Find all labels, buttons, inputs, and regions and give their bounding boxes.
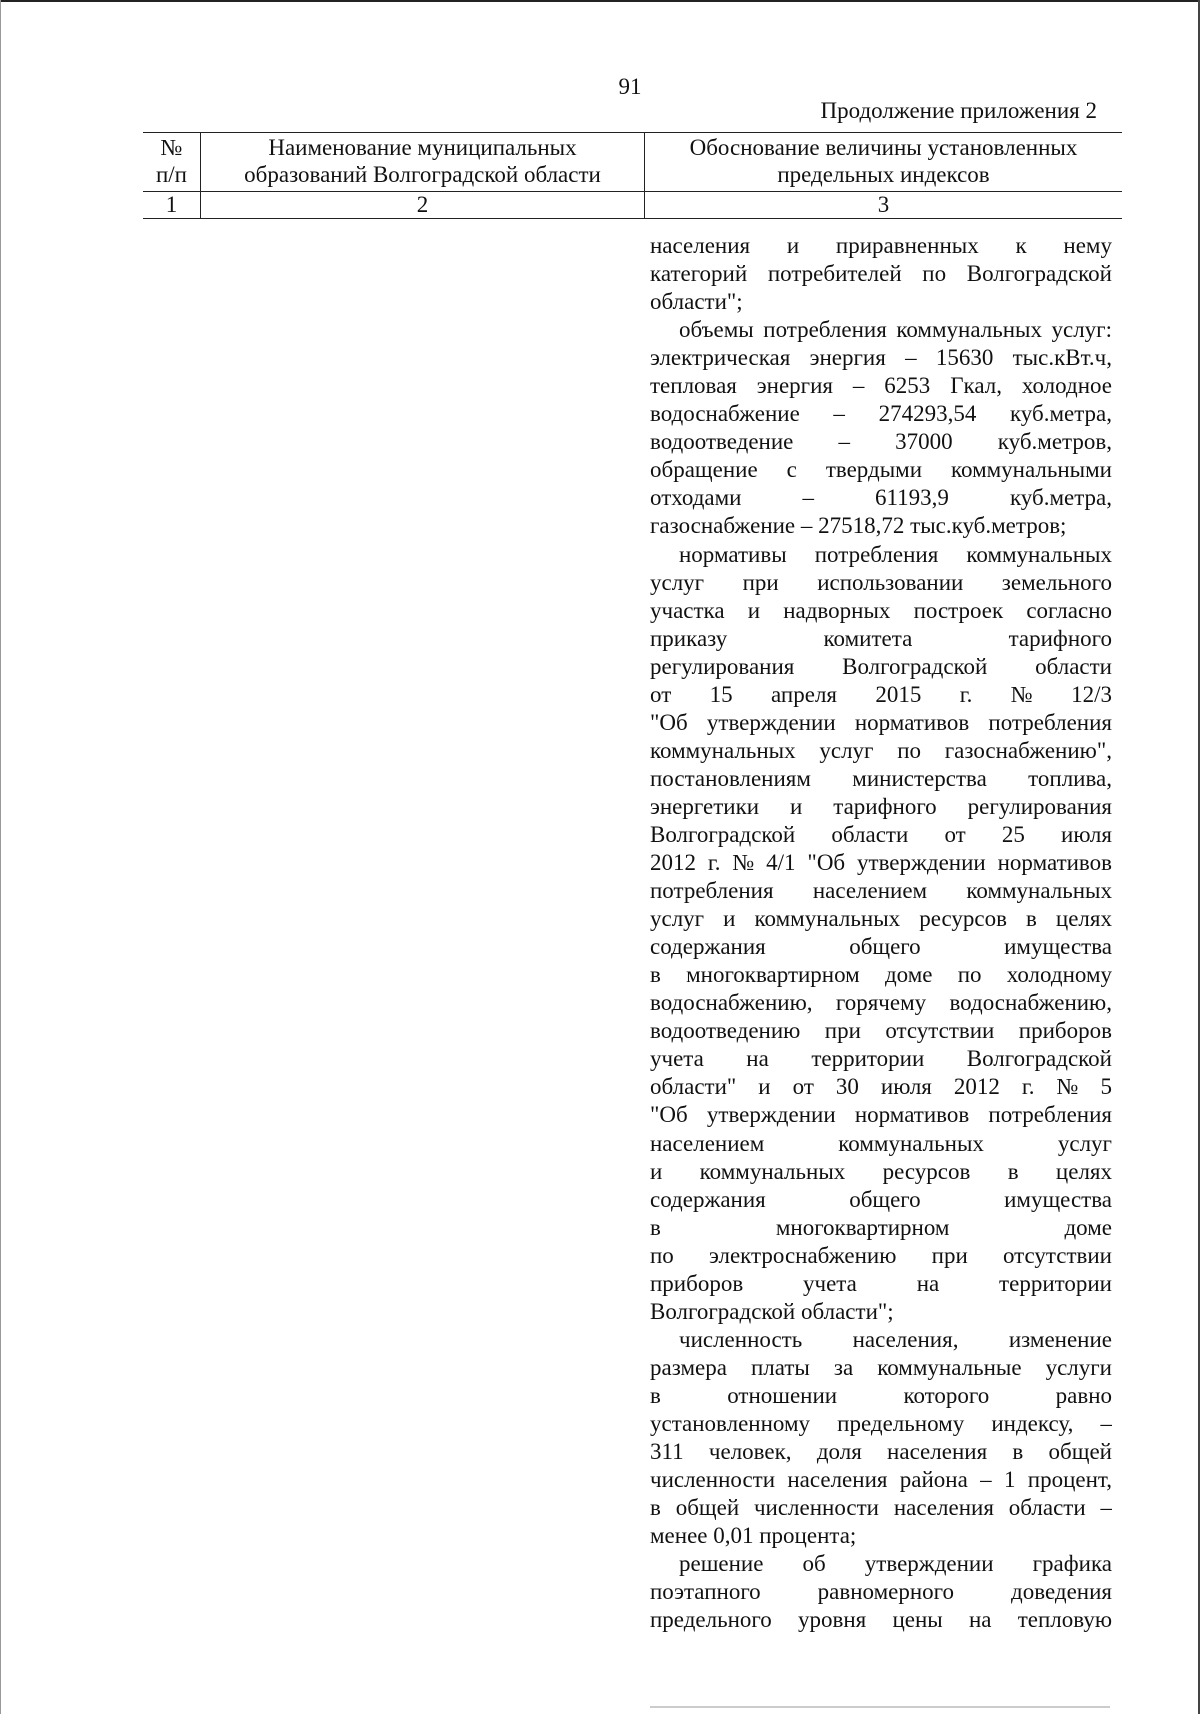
column-number-2: 2 bbox=[201, 192, 645, 219]
table-header bbox=[143, 132, 1122, 219]
text-line: предельного уровня цены на тепловую bbox=[650, 1607, 1112, 1633]
text-line: тепловая энергия – 6253 Гкал, холодное bbox=[650, 373, 1112, 399]
text-line: обращение с твердыми коммунальными bbox=[650, 457, 1112, 483]
text-line: размера платы за коммунальные услуги bbox=[650, 1354, 1112, 1380]
scan-edge-left bbox=[0, 0, 1, 1714]
page-number: 91 bbox=[618, 74, 642, 99]
text-line: категорий потребителей по Волгоградской bbox=[650, 261, 1112, 287]
text-line: установленному предельному индексу, – bbox=[650, 1410, 1112, 1436]
header-cell-municipality bbox=[201, 133, 645, 192]
text-line: водоснабжению, горячему водоснабжению, bbox=[650, 990, 1112, 1016]
scan-edge-top bbox=[0, 0, 1200, 2]
header-cell-number-line: № bbox=[160, 135, 183, 160]
text-line: "Об утверждении нормативов потребления bbox=[650, 709, 1112, 735]
text-line: населения и приравненных к нему bbox=[650, 233, 1112, 258]
text-line: водоотведение – 37000 куб.метров, bbox=[650, 429, 1112, 455]
text-line: "Об утверждении нормативов потребления bbox=[650, 1102, 1112, 1128]
column-number-row bbox=[143, 192, 1122, 219]
text-line: численность населения, изменение bbox=[679, 1326, 1112, 1352]
justification-text-column bbox=[650, 232, 1112, 1634]
text-line: коммунальных услуг по газоснабжению", bbox=[650, 737, 1112, 763]
text-line: области"; bbox=[650, 289, 743, 315]
header-cell-municipality-line: Наименование муниципальных bbox=[268, 135, 577, 160]
text-line: Волгоградской области от 25 июля bbox=[650, 821, 1112, 847]
text-line: газоснабжение – 27518,72 тыс.куб.метров; bbox=[650, 513, 1067, 539]
text-line: услуг при использовании земельного bbox=[650, 569, 1112, 595]
text-line: в многоквартирном доме bbox=[650, 1214, 1112, 1240]
column-number-3: 3 bbox=[645, 192, 1123, 219]
text-line: от 15 апреля 2015 г. № 12/3 bbox=[650, 681, 1112, 707]
table-header-row bbox=[143, 133, 1122, 192]
text-line: населением коммунальных услуг bbox=[650, 1130, 1112, 1156]
text-line: в многоквартирном доме по холодному bbox=[650, 962, 1112, 988]
text-line: нормативы потребления коммунальных bbox=[679, 541, 1112, 567]
text-line: энергетики и тарифного регулирования bbox=[650, 793, 1112, 819]
header-cell-justification-line: Обоснование величины установленных bbox=[689, 135, 1078, 160]
text-line: 311 человек, доля населения в общей bbox=[650, 1439, 1112, 1465]
text-line: постановлениям министерства топлива, bbox=[650, 765, 1112, 791]
text-line: содержания общего имущества bbox=[650, 1186, 1112, 1212]
text-line: в общей численности населения области – bbox=[650, 1495, 1112, 1521]
text-line: 2012 г. № 4/1 "Об утверждении нормативов bbox=[650, 850, 1112, 876]
text-line: объемы потребления коммунальных услуг: bbox=[679, 317, 1112, 343]
text-line: водоотведению при отсутствии приборов bbox=[650, 1018, 1112, 1044]
text-line: области" и от 30 июля 2012 г. № 5 bbox=[650, 1074, 1112, 1100]
text-line: участка и надворных построек согласно bbox=[650, 597, 1112, 623]
text-line: учета на территории Волгоградской bbox=[650, 1046, 1112, 1072]
column-number-1: 1 bbox=[143, 192, 201, 219]
text-line: водоснабжение – 274293,54 куб.метра, bbox=[650, 401, 1112, 427]
text-line: услуг и коммунальных ресурсов в целях bbox=[650, 906, 1112, 932]
text-line: численности населения района – 1 процент, bbox=[650, 1467, 1112, 1493]
text-line: электрическая энергия – 15630 тыс.кВт.ч, bbox=[650, 345, 1112, 371]
appendix-continuation-note: Продолжение приложения 2 bbox=[820, 98, 1097, 123]
text-line: поэтапного равномерного доведения bbox=[650, 1579, 1112, 1605]
text-line: приборов учета на территории bbox=[650, 1270, 1112, 1296]
text-line: в отношении которого равно bbox=[650, 1382, 1112, 1408]
text-line: потребления населением коммунальных bbox=[650, 878, 1112, 904]
text-line: содержания общего имущества bbox=[650, 934, 1112, 960]
header-cell-number-line: п/п bbox=[155, 162, 187, 187]
scan-bottom-mark bbox=[650, 1706, 1110, 1708]
text-line: Волгоградской области"; bbox=[650, 1298, 894, 1324]
header-cell-number bbox=[143, 133, 201, 192]
text-line: и коммунальных ресурсов в целях bbox=[650, 1158, 1112, 1184]
header-cell-justification-line: предельных индексов bbox=[777, 162, 990, 187]
text-line: отходами – 61193,9 куб.метра, bbox=[650, 485, 1112, 511]
text-line: менее 0,01 процента; bbox=[650, 1523, 857, 1549]
text-line: приказу комитета тарифного bbox=[650, 625, 1112, 651]
header-cell-municipality-line: образований Волгоградской области bbox=[244, 162, 601, 187]
text-line: регулирования Волгоградской области bbox=[650, 653, 1112, 679]
text-line: решение об утверждении графика bbox=[679, 1551, 1112, 1577]
text-line: по электроснабжению при отсутствии bbox=[650, 1242, 1112, 1268]
header-cell-justification bbox=[645, 133, 1123, 192]
